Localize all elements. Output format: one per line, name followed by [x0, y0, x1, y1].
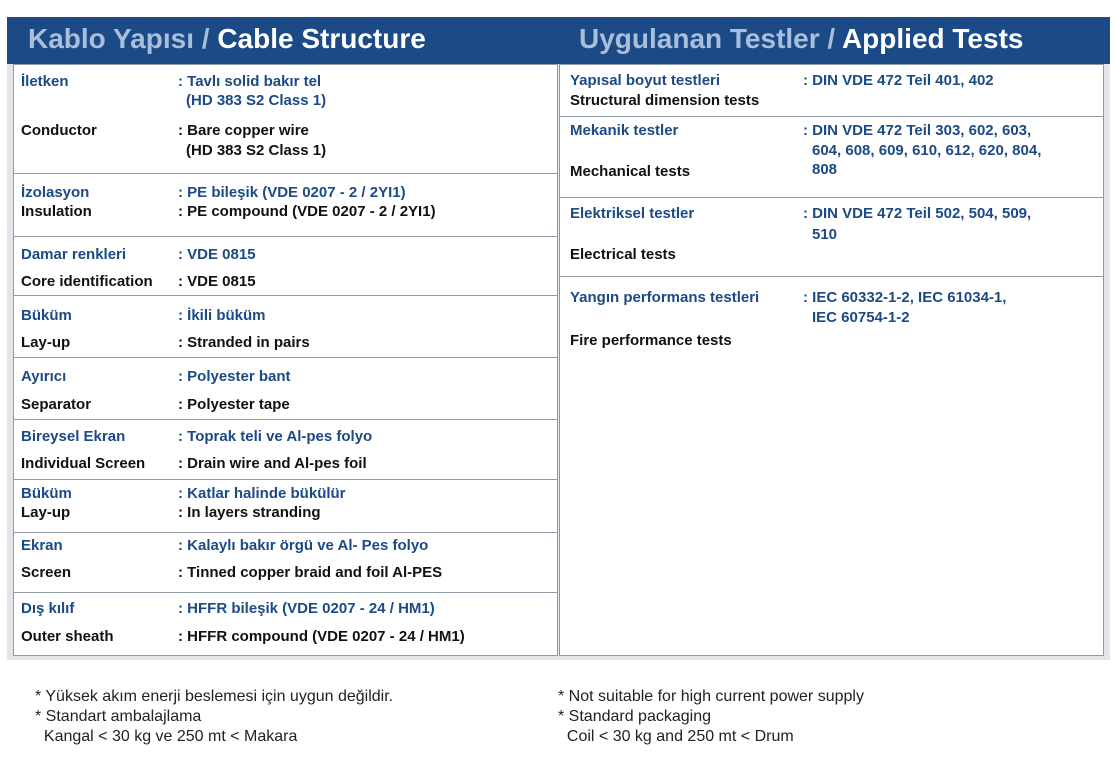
test-label-english: Structural dimension tests [570, 92, 760, 109]
row-value-english: : PE compound (VDE 0207 - 2 / 2YI1) [178, 203, 436, 220]
test-standard: : IEC 60332-1-2, IEC 61034-1, [803, 289, 1007, 306]
structure-row-separator [14, 358, 557, 420]
row-label-english: Conductor [21, 122, 97, 139]
row-value-turkish: : VDE 0815 [178, 246, 256, 263]
note-line: * Not suitable for high current power supply [558, 688, 864, 705]
note-line: Coil < 30 kg and 250 mt < Drum [558, 728, 794, 745]
structure-row-insulation [14, 174, 557, 237]
row-label-turkish: İzolasyon [21, 184, 90, 201]
row-value-english: : Tinned copper braid and foil Al-PES [178, 564, 443, 581]
test-standard: : DIN VDE 472 Teil 502, 504, 509, [803, 205, 1032, 222]
test-label-turkish: Yapısal boyut testleri [570, 72, 721, 89]
cable-structure-table [13, 64, 558, 656]
notes-english [558, 687, 864, 747]
note-line: Kangal < 30 kg ve 250 mt < Makara [35, 728, 298, 745]
row-label-turkish: İletken [21, 73, 69, 90]
heading-english: Applied Tests [841, 23, 1024, 54]
structure-row-core-identification [14, 237, 557, 296]
structure-row-screen [14, 533, 557, 593]
applied-tests-table [559, 64, 1104, 656]
row-label-english: Screen [21, 564, 72, 581]
test-row-fire-performance [560, 277, 1103, 657]
row-value-turkish: : Tavlı solid bakır tel [178, 73, 322, 90]
applied-tests-heading [579, 22, 1023, 56]
row-value-english: : In layers stranding [178, 504, 321, 521]
row-value-turkish: : Polyester bant [178, 368, 291, 385]
row-value-turkish: : HFFR bileşik (VDE 0207 - 24 / HM1) [178, 600, 435, 617]
structure-row-lay-up-layers [14, 480, 557, 533]
heading-turkish: Kablo Yapısı / [28, 23, 218, 54]
row-value-english: : Drain wire and Al-pes foil [178, 455, 367, 472]
test-standard-cont: 604, 608, 609, 610, 612, 620, 804, [812, 142, 1042, 159]
test-standard: : DIN VDE 472 Teil 303, 602, 603, [803, 122, 1032, 139]
test-row-electrical [560, 198, 1103, 277]
test-row-structural [560, 65, 1103, 117]
structure-row-outer-sheath [14, 593, 557, 657]
row-label-turkish: Dış kılıf [21, 600, 75, 617]
row-value-turkish-cont: (HD 383 S2 Class 1) [186, 92, 327, 109]
test-label-english: Mechanical tests [570, 163, 691, 180]
row-value-turkish: : Toprak teli ve Al-pes folyo [178, 428, 373, 445]
row-label-english: Lay-up [21, 334, 71, 351]
content-frame [7, 64, 1110, 660]
structure-row-conductor [14, 65, 557, 174]
row-value-english: : Polyester tape [178, 396, 290, 413]
row-value-english: : VDE 0815 [178, 273, 256, 290]
row-label-english: Individual Screen [21, 455, 146, 472]
test-label-turkish: Yangın performans testleri [570, 289, 760, 306]
row-value-turkish: : Kalaylı bakır örgü ve Al- Pes folyo [178, 537, 429, 554]
row-label-turkish: Büküm [21, 307, 72, 324]
row-label-english: Insulation [21, 203, 92, 220]
note-line: * Standard packaging [558, 708, 711, 725]
row-label-turkish: Büküm [21, 485, 72, 502]
row-label-english: Outer sheath [21, 628, 114, 645]
heading-turkish: Uygulanan Testler / [579, 23, 842, 54]
structure-row-individual-screen [14, 420, 557, 480]
row-label-turkish: Ayırıcı [21, 368, 67, 385]
row-value-english: : HFFR compound (VDE 0207 - 24 / HM1) [178, 628, 465, 645]
row-label-english: Separator [21, 396, 92, 413]
test-label-turkish: Elektriksel testler [570, 205, 695, 222]
row-label-english: Lay-up [21, 504, 71, 521]
test-standard: : DIN VDE 472 Teil 401, 402 [803, 72, 994, 89]
row-value-turkish: : İkili büküm [178, 307, 266, 324]
structure-row-lay-up [14, 296, 557, 358]
row-label-english: Core identification [21, 273, 153, 290]
notes-turkish [35, 687, 393, 747]
cable-structure-heading [28, 22, 426, 56]
heading-english: Cable Structure [217, 23, 426, 54]
row-label-turkish: Bireysel Ekran [21, 428, 126, 445]
test-label-english: Electrical tests [570, 246, 676, 263]
row-label-turkish: Damar renkleri [21, 246, 127, 263]
test-label-turkish: Mekanik testler [570, 122, 679, 139]
note-line: * Standart ambalajlama [35, 708, 202, 725]
row-value-turkish: : PE bileşik (VDE 0207 - 2 / 2YI1) [178, 184, 406, 201]
test-standard-cont: IEC 60754-1-2 [812, 309, 910, 326]
test-label-english: Fire performance tests [570, 332, 732, 349]
row-value-turkish: : Katlar halinde bükülür [178, 485, 346, 502]
test-standard-cont: 510 [812, 226, 838, 243]
row-value-english: : Bare copper wire [178, 122, 309, 139]
note-line: * Yüksek akım enerji beslemesi için uygun değildir. [35, 688, 394, 705]
test-row-mechanical [560, 117, 1103, 198]
test-standard-cont: 808 [812, 161, 838, 178]
row-value-english-cont: (HD 383 S2 Class 1) [186, 142, 327, 159]
row-value-english: : Stranded in pairs [178, 334, 310, 351]
row-label-turkish: Ekran [21, 537, 63, 554]
